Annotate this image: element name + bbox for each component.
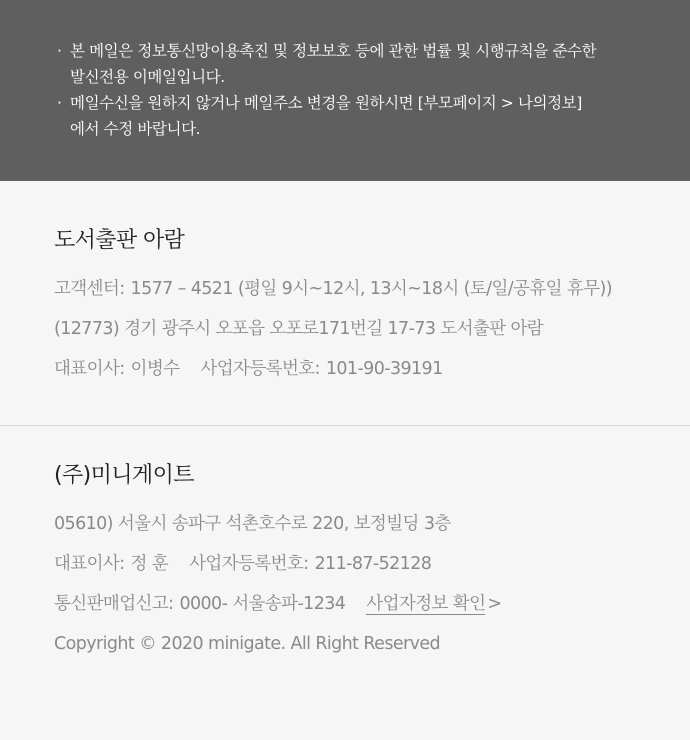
ecommerce-registration-line [54, 584, 670, 624]
publisher-info-section [0, 181, 690, 426]
business-number-value: 211-87-52128 [314, 554, 432, 574]
ceo-label: 대표이사: [54, 554, 125, 574]
notice-text-line: 에서 수정 바랍니다. [70, 120, 201, 138]
chevron-right-icon[interactable]: > [487, 594, 502, 614]
ceo-value: 이병수 [130, 359, 180, 379]
notice-text-line: 메일수신을 원하지 않거나 메일주소 변경을 원하시면 [부모페이지 > 나의정보] [70, 94, 582, 112]
company-address: 05610) 서울시 송파구 석촌호수로 220, 보정빌딩 3층 [54, 514, 451, 534]
publisher-address: (12773) 경기 광주시 오포읍 오포로171번길 17-73 도서출판 아람 [54, 319, 544, 339]
notice-text-line: 본 메일은 정보통신망이용촉진 및 정보보호 등에 관한 법률 및 시행규칙을 준수한 [70, 42, 597, 60]
company-info-section [0, 426, 690, 664]
notice-text-line: 발신전용 이메일입니다. [70, 68, 225, 86]
publisher-registration-line [54, 349, 670, 389]
ceo-label: 대표이사: [54, 359, 125, 379]
business-number-value: 101-90-39191 [325, 359, 443, 379]
customer-center-label: 고객센터: [54, 279, 125, 299]
business-number-label: 사업자등록번호: [189, 554, 309, 574]
bullet-icon: · [57, 42, 62, 60]
notice-item [57, 38, 650, 90]
publisher-name: 도서출판 아람 [54, 228, 185, 253]
notice-item [57, 90, 650, 142]
copyright-text: Copyright © 2020 minigate. All Right Reserved [54, 634, 441, 654]
customer-center-value: 1577 – 4521 (평일 9시~12시, 13시~18시 (토/일/공휴일 휴무)) [130, 279, 612, 299]
company-name: (주)미니게이트 [54, 463, 194, 488]
ceo-value: 정 훈 [130, 554, 169, 574]
email-notice-banner [0, 0, 690, 181]
business-number-label: 사업자등록번호: [200, 359, 320, 379]
bullet-icon: · [57, 94, 62, 112]
ecommerce-value: 0000- 서울송파-1234 [179, 594, 346, 614]
business-info-link[interactable]: 사업자정보 확인 [366, 594, 486, 614]
company-registration-line [54, 544, 670, 584]
ecommerce-label: 통신판매업신고: [54, 594, 174, 614]
customer-center-line [54, 269, 670, 309]
